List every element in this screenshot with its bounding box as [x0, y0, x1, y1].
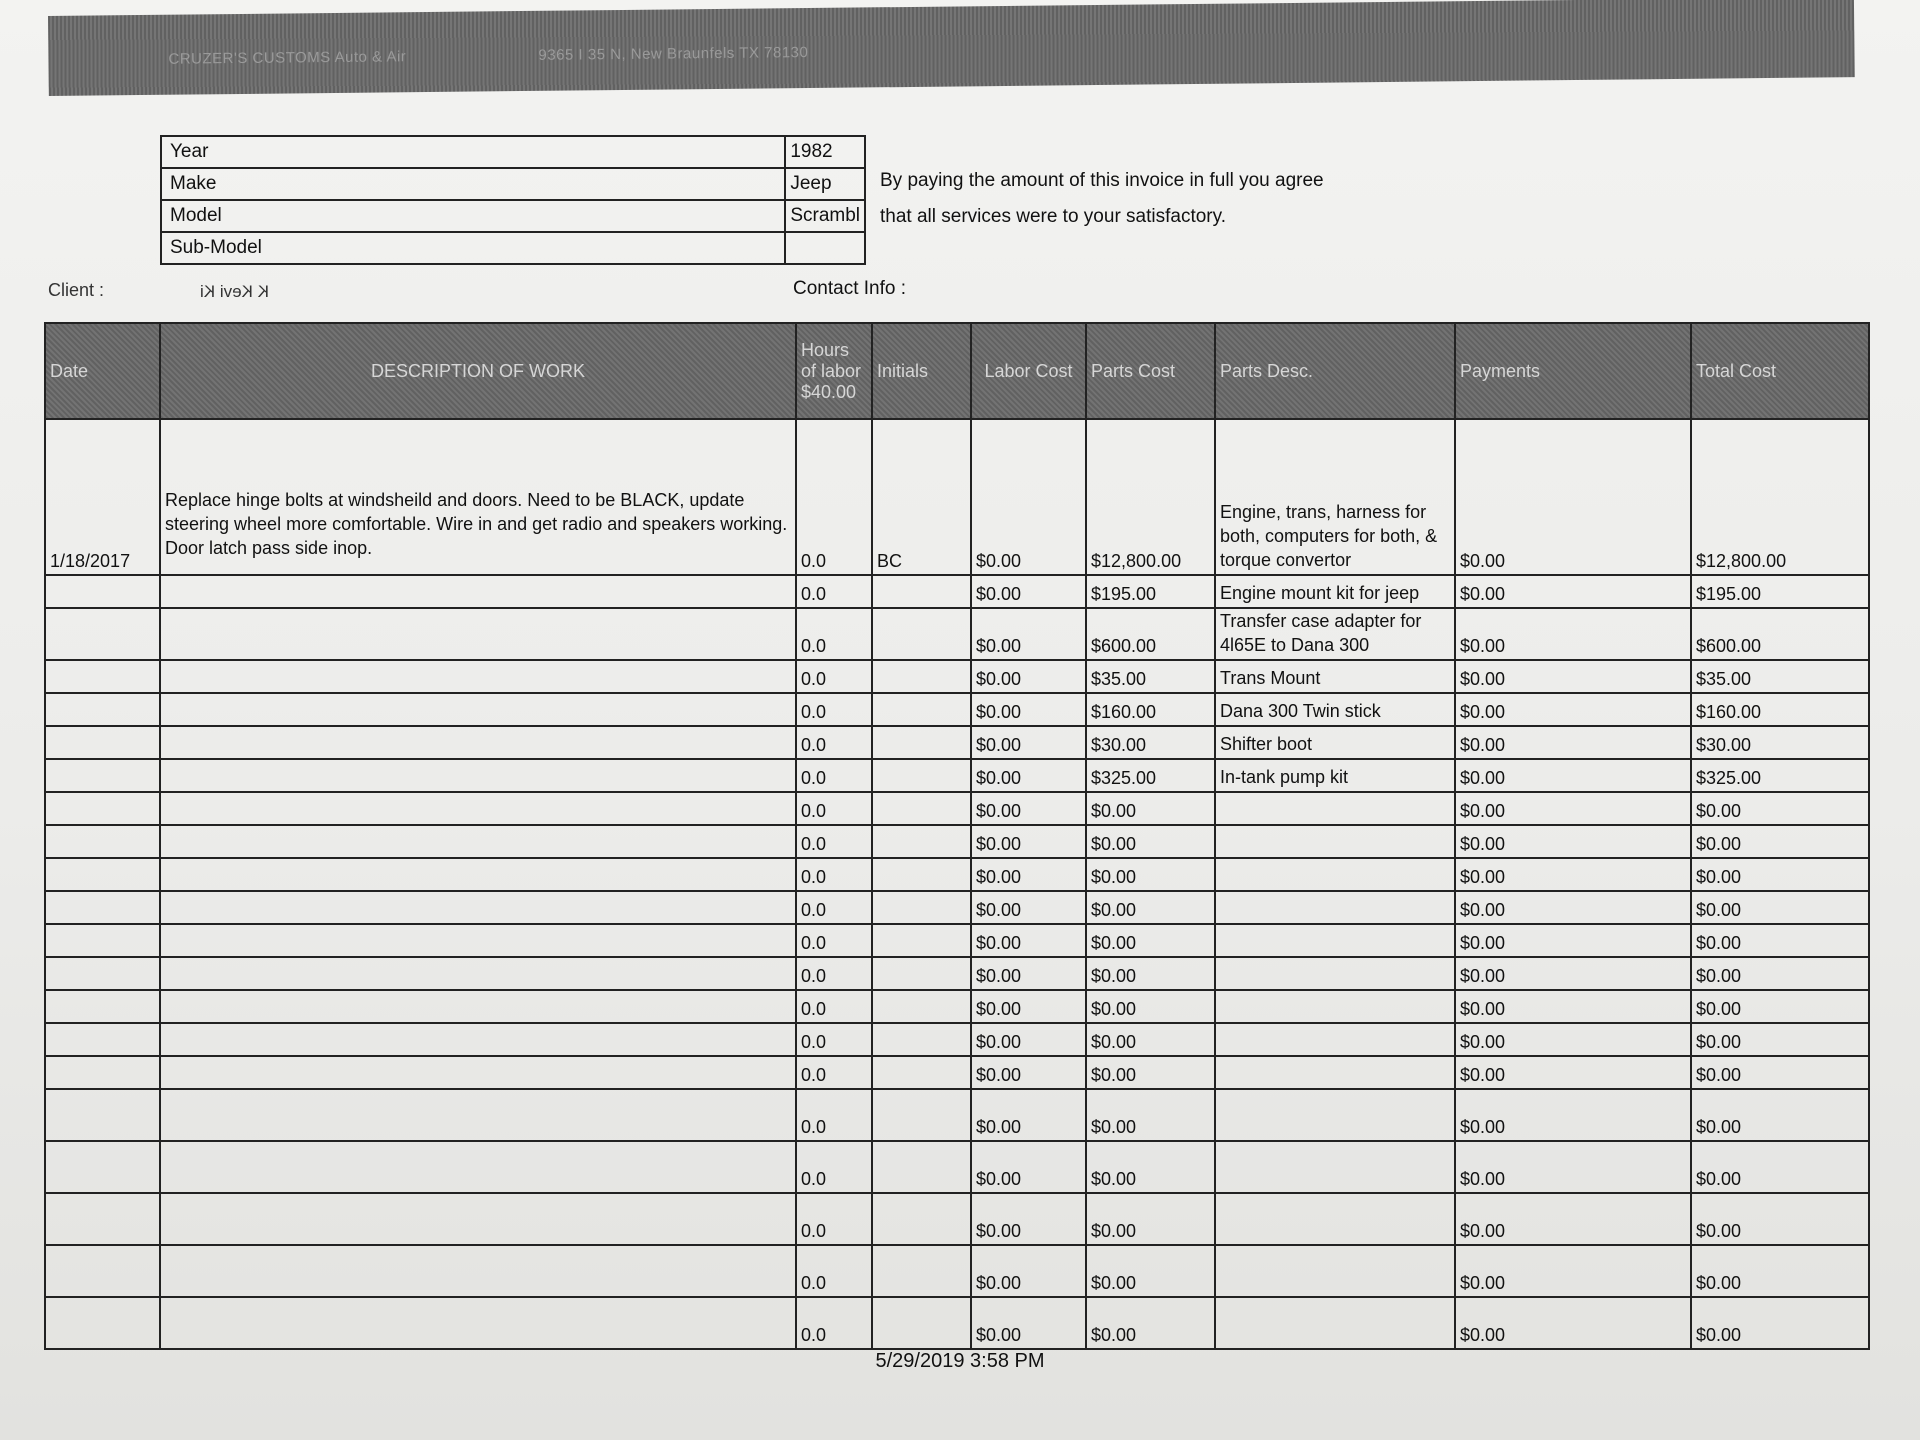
cell-payments: $0.00 [1455, 759, 1691, 792]
agreement-line-2: that all services were to your satisfactory. [880, 206, 1226, 227]
col-header-description: DESCRIPTION OF WORK [160, 323, 796, 419]
cell-labor-cost: $0.00 [971, 891, 1086, 924]
cell-date: 1/18/2017 [45, 419, 160, 575]
cell-date [45, 693, 160, 726]
cell-description [160, 726, 796, 759]
cell-parts-desc: Dana 300 Twin stick [1215, 693, 1455, 726]
cell-hours: 0.0 [796, 660, 872, 693]
cell-description [160, 924, 796, 957]
ledger-header-row [45, 323, 1869, 419]
cell-parts-desc: Engine, trans, harness for both, computers for both, & torque convertor [1215, 419, 1455, 575]
cell-labor-cost: $0.00 [971, 990, 1086, 1023]
col-header-parts-cost: Parts Cost [1086, 323, 1215, 419]
cell-hours: 0.0 [796, 726, 872, 759]
cell-hours: 0.0 [796, 891, 872, 924]
cell-payments: $0.00 [1455, 1245, 1691, 1297]
cell-date [45, 608, 160, 660]
cell-labor-cost: $0.00 [971, 1193, 1086, 1245]
cell-description [160, 1297, 796, 1349]
cell-payments: $0.00 [1455, 660, 1691, 693]
cell-parts-cost: $0.00 [1086, 825, 1215, 858]
cell-hours: 0.0 [796, 1297, 872, 1349]
cell-initials [872, 660, 971, 693]
cell-initials [872, 1245, 971, 1297]
cell-labor-cost: $0.00 [971, 608, 1086, 660]
table-row [45, 1141, 1869, 1193]
col-header-initials: Initials [872, 323, 971, 419]
contact-info-label: Contact Info : [793, 278, 907, 299]
cell-initials [872, 1297, 971, 1349]
cell-parts-cost: $0.00 [1086, 924, 1215, 957]
vehicle-row-model [161, 200, 865, 232]
cell-description [160, 759, 796, 792]
col-header-parts-desc: Parts Desc. [1215, 323, 1455, 419]
table-row [45, 990, 1869, 1023]
cell-hours: 0.0 [796, 759, 872, 792]
cell-parts-desc [1215, 1141, 1455, 1193]
cell-labor-cost: $0.00 [971, 660, 1086, 693]
col-header-date: Date [45, 323, 160, 419]
table-row [45, 575, 1869, 608]
agreement-line-1: By paying the amount of this invoice in full you agree [880, 170, 1324, 191]
cell-total-cost: $160.00 [1691, 693, 1869, 726]
cell-parts-cost: $0.00 [1086, 858, 1215, 891]
cell-date [45, 891, 160, 924]
cell-initials [872, 891, 971, 924]
cell-total-cost: $0.00 [1691, 858, 1869, 891]
cell-total-cost: $35.00 [1691, 660, 1869, 693]
cell-date [45, 660, 160, 693]
cell-hours: 0.0 [796, 1023, 872, 1056]
cell-date [45, 1089, 160, 1141]
cell-initials [872, 608, 971, 660]
cell-initials [872, 1141, 971, 1193]
cell-initials [872, 575, 971, 608]
cell-parts-desc [1215, 891, 1455, 924]
cell-labor-cost: $0.00 [971, 924, 1086, 957]
vehicle-label: Make [161, 168, 785, 200]
cell-total-cost: $0.00 [1691, 825, 1869, 858]
table-row [45, 792, 1869, 825]
cell-labor-cost: $0.00 [971, 1056, 1086, 1089]
cell-total-cost: $0.00 [1691, 990, 1869, 1023]
cell-parts-desc [1215, 990, 1455, 1023]
cell-payments: $0.00 [1455, 608, 1691, 660]
cell-parts-cost: $160.00 [1086, 693, 1215, 726]
cell-hours: 0.0 [796, 858, 872, 891]
table-row [45, 858, 1869, 891]
cell-date [45, 759, 160, 792]
cell-description [160, 1141, 796, 1193]
cell-date [45, 792, 160, 825]
cell-total-cost: $0.00 [1691, 1297, 1869, 1349]
vehicle-label: Sub-Model [161, 232, 785, 264]
cell-parts-desc [1215, 1193, 1455, 1245]
cell-description [160, 1023, 796, 1056]
vehicle-row-year [161, 136, 865, 168]
cell-payments: $0.00 [1455, 1056, 1691, 1089]
cell-date [45, 1141, 160, 1193]
cell-date [45, 990, 160, 1023]
cell-parts-cost: $0.00 [1086, 1193, 1215, 1245]
cell-parts-cost: $0.00 [1086, 1089, 1215, 1141]
hours-header-rate: $40.00 [801, 381, 857, 402]
cell-total-cost: $0.00 [1691, 1056, 1869, 1089]
cell-labor-cost: $0.00 [971, 1023, 1086, 1056]
cell-payments: $0.00 [1455, 858, 1691, 891]
col-header-hours [796, 323, 872, 419]
cell-description [160, 1193, 796, 1245]
cell-total-cost: $325.00 [1691, 759, 1869, 792]
cell-labor-cost: $0.00 [971, 693, 1086, 726]
cell-parts-cost: $0.00 [1086, 1141, 1215, 1193]
cell-description [160, 957, 796, 990]
cell-payments: $0.00 [1455, 1193, 1691, 1245]
cell-labor-cost: $0.00 [971, 957, 1086, 990]
ledger-body [45, 419, 1869, 1349]
vehicle-value: Jeep [785, 168, 865, 200]
cell-payments: $0.00 [1455, 924, 1691, 957]
cell-total-cost: $0.00 [1691, 924, 1869, 957]
cell-labor-cost: $0.00 [971, 575, 1086, 608]
cell-total-cost: $0.00 [1691, 792, 1869, 825]
cell-labor-cost: $0.00 [971, 759, 1086, 792]
cell-parts-desc [1215, 1023, 1455, 1056]
cell-initials [872, 1089, 971, 1141]
cell-payments: $0.00 [1455, 1297, 1691, 1349]
cell-payments: $0.00 [1455, 1023, 1691, 1056]
cell-total-cost: $0.00 [1691, 1193, 1869, 1245]
cell-payments: $0.00 [1455, 990, 1691, 1023]
table-row [45, 726, 1869, 759]
vehicle-row-submodel [161, 232, 865, 264]
cell-total-cost: $0.00 [1691, 1023, 1869, 1056]
vehicle-row-make [161, 168, 865, 200]
vehicle-value: 1982 [785, 136, 865, 168]
cell-parts-cost: $0.00 [1086, 891, 1215, 924]
table-row [45, 825, 1869, 858]
cell-payments: $0.00 [1455, 575, 1691, 608]
cell-parts-desc [1215, 858, 1455, 891]
cell-hours: 0.0 [796, 990, 872, 1023]
table-row [45, 1297, 1869, 1349]
cell-initials [872, 825, 971, 858]
cell-parts-desc: Trans Mount [1215, 660, 1455, 693]
cell-description [160, 1245, 796, 1297]
cell-hours: 0.0 [796, 1089, 872, 1141]
cell-description [160, 990, 796, 1023]
cell-date [45, 957, 160, 990]
work-ledger-table [44, 322, 1870, 1350]
shop-name: CRUZER'S CUSTOMS Auto & Air [168, 48, 407, 68]
table-row [45, 1023, 1869, 1056]
cell-hours: 0.0 [796, 1193, 872, 1245]
cell-payments: $0.00 [1455, 1141, 1691, 1193]
cell-description [160, 891, 796, 924]
table-row [45, 891, 1869, 924]
cell-initials [872, 726, 971, 759]
cell-payments: $0.00 [1455, 1089, 1691, 1141]
cell-initials [872, 1193, 971, 1245]
cell-labor-cost: $0.00 [971, 1245, 1086, 1297]
cell-date [45, 575, 160, 608]
table-row [45, 419, 1869, 575]
cell-parts-cost: $0.00 [1086, 1245, 1215, 1297]
cell-description [160, 693, 796, 726]
cell-initials [872, 957, 971, 990]
cell-initials [872, 792, 971, 825]
shop-address: 9365 I 35 N, New Braunfels TX 78130 [538, 44, 809, 64]
hours-header-line: of labor [801, 360, 862, 381]
table-row [45, 924, 1869, 957]
cell-initials [872, 924, 971, 957]
cell-initials [872, 858, 971, 891]
cell-labor-cost: $0.00 [971, 1297, 1086, 1349]
cell-date [45, 858, 160, 891]
cell-payments: $0.00 [1455, 957, 1691, 990]
cell-labor-cost: $0.00 [971, 1141, 1086, 1193]
table-row [45, 660, 1869, 693]
cell-hours: 0.0 [796, 1141, 872, 1193]
cell-hours: 0.0 [796, 419, 872, 575]
cell-parts-desc [1215, 1089, 1455, 1141]
cell-parts-desc [1215, 825, 1455, 858]
cell-parts-cost: $0.00 [1086, 1056, 1215, 1089]
cell-parts-desc [1215, 1297, 1455, 1349]
cell-parts-cost: $325.00 [1086, 759, 1215, 792]
cell-parts-cost: $600.00 [1086, 608, 1215, 660]
cell-date [45, 1023, 160, 1056]
cell-date [45, 825, 160, 858]
cell-parts-cost: $35.00 [1086, 660, 1215, 693]
cell-description: Replace hinge bolts at windsheild and doors. Need to be BLACK, update steering wheel more comfortable. Wire in and get radio and speakers working. Door latch pass side inop. [160, 419, 796, 575]
cell-hours: 0.0 [796, 957, 872, 990]
cell-parts-desc: In-tank pump kit [1215, 759, 1455, 792]
vehicle-label: Model [161, 200, 785, 232]
cell-parts-cost: $195.00 [1086, 575, 1215, 608]
cell-date [45, 1297, 160, 1349]
table-row [45, 1193, 1869, 1245]
cell-description [160, 1056, 796, 1089]
cell-payments: $0.00 [1455, 825, 1691, 858]
cell-description [160, 660, 796, 693]
cell-parts-desc [1215, 792, 1455, 825]
cell-parts-desc: Transfer case adapter for 4l65E to Dana 300 [1215, 608, 1455, 660]
cell-labor-cost: $0.00 [971, 858, 1086, 891]
cell-parts-cost: $0.00 [1086, 990, 1215, 1023]
cell-total-cost: $0.00 [1691, 1089, 1869, 1141]
cell-payments: $0.00 [1455, 726, 1691, 759]
cell-hours: 0.0 [796, 1245, 872, 1297]
table-row [45, 957, 1869, 990]
table-row [45, 759, 1869, 792]
cell-total-cost: $0.00 [1691, 891, 1869, 924]
cell-labor-cost: $0.00 [971, 825, 1086, 858]
cell-initials [872, 1056, 971, 1089]
col-header-payments: Payments [1455, 323, 1691, 419]
cell-parts-desc: Engine mount kit for jeep [1215, 575, 1455, 608]
cell-labor-cost: $0.00 [971, 1089, 1086, 1141]
vehicle-value [785, 232, 865, 264]
cell-hours: 0.0 [796, 608, 872, 660]
cell-initials [872, 1023, 971, 1056]
cell-initials [872, 990, 971, 1023]
cell-description [160, 858, 796, 891]
cell-parts-desc: Shifter boot [1215, 726, 1455, 759]
cell-payments: $0.00 [1455, 693, 1691, 726]
cell-total-cost: $30.00 [1691, 726, 1869, 759]
cell-labor-cost: $0.00 [971, 792, 1086, 825]
cell-labor-cost: $0.00 [971, 726, 1086, 759]
cell-total-cost: $0.00 [1691, 957, 1869, 990]
client-name: K Kevi Ki [200, 282, 269, 301]
cell-description [160, 1089, 796, 1141]
cell-parts-desc [1215, 1056, 1455, 1089]
cell-description [160, 825, 796, 858]
cell-parts-cost: $0.00 [1086, 957, 1215, 990]
cell-hours: 0.0 [796, 825, 872, 858]
cell-total-cost: $600.00 [1691, 608, 1869, 660]
print-timestamp: 5/29/2019 3:58 PM [875, 1350, 1045, 1372]
cell-total-cost: $0.00 [1691, 1245, 1869, 1297]
cell-initials: BC [872, 419, 971, 575]
cell-total-cost: $0.00 [1691, 1141, 1869, 1193]
vehicle-label: Year [161, 136, 785, 168]
cell-date [45, 924, 160, 957]
hours-header-line: Hours [801, 339, 850, 360]
cell-date [45, 1245, 160, 1297]
cell-description [160, 575, 796, 608]
cell-hours: 0.0 [796, 575, 872, 608]
cell-parts-desc [1215, 957, 1455, 990]
cell-parts-cost: $30.00 [1086, 726, 1215, 759]
vehicle-value: Scrambl [785, 200, 865, 232]
cell-date [45, 1056, 160, 1089]
cell-parts-desc [1215, 1245, 1455, 1297]
col-header-total-cost: Total Cost [1691, 323, 1869, 419]
cell-date [45, 1193, 160, 1245]
table-row [45, 1056, 1869, 1089]
cell-payments: $0.00 [1455, 419, 1691, 575]
cell-hours: 0.0 [796, 792, 872, 825]
cell-parts-cost: $0.00 [1086, 1297, 1215, 1349]
cell-description [160, 608, 796, 660]
cell-description [160, 792, 796, 825]
cell-hours: 0.0 [796, 924, 872, 957]
shop-header-banner [48, 0, 1855, 96]
cell-total-cost: $12,800.00 [1691, 419, 1869, 575]
client-label: Client : [48, 280, 105, 300]
vehicle-info-table [160, 135, 866, 265]
cell-hours: 0.0 [796, 693, 872, 726]
cell-date [45, 726, 160, 759]
cell-parts-cost: $0.00 [1086, 1023, 1215, 1056]
cell-total-cost: $195.00 [1691, 575, 1869, 608]
cell-initials [872, 759, 971, 792]
cell-parts-cost: $0.00 [1086, 792, 1215, 825]
cell-payments: $0.00 [1455, 792, 1691, 825]
cell-labor-cost: $0.00 [971, 419, 1086, 575]
cell-parts-cost: $12,800.00 [1086, 419, 1215, 575]
col-header-labor-cost: Labor Cost [971, 323, 1086, 419]
table-row [45, 608, 1869, 660]
cell-payments: $0.00 [1455, 891, 1691, 924]
cell-parts-desc [1215, 924, 1455, 957]
cell-initials [872, 693, 971, 726]
table-row [45, 1089, 1869, 1141]
table-row [45, 693, 1869, 726]
cell-hours: 0.0 [796, 1056, 872, 1089]
table-row [45, 1245, 1869, 1297]
